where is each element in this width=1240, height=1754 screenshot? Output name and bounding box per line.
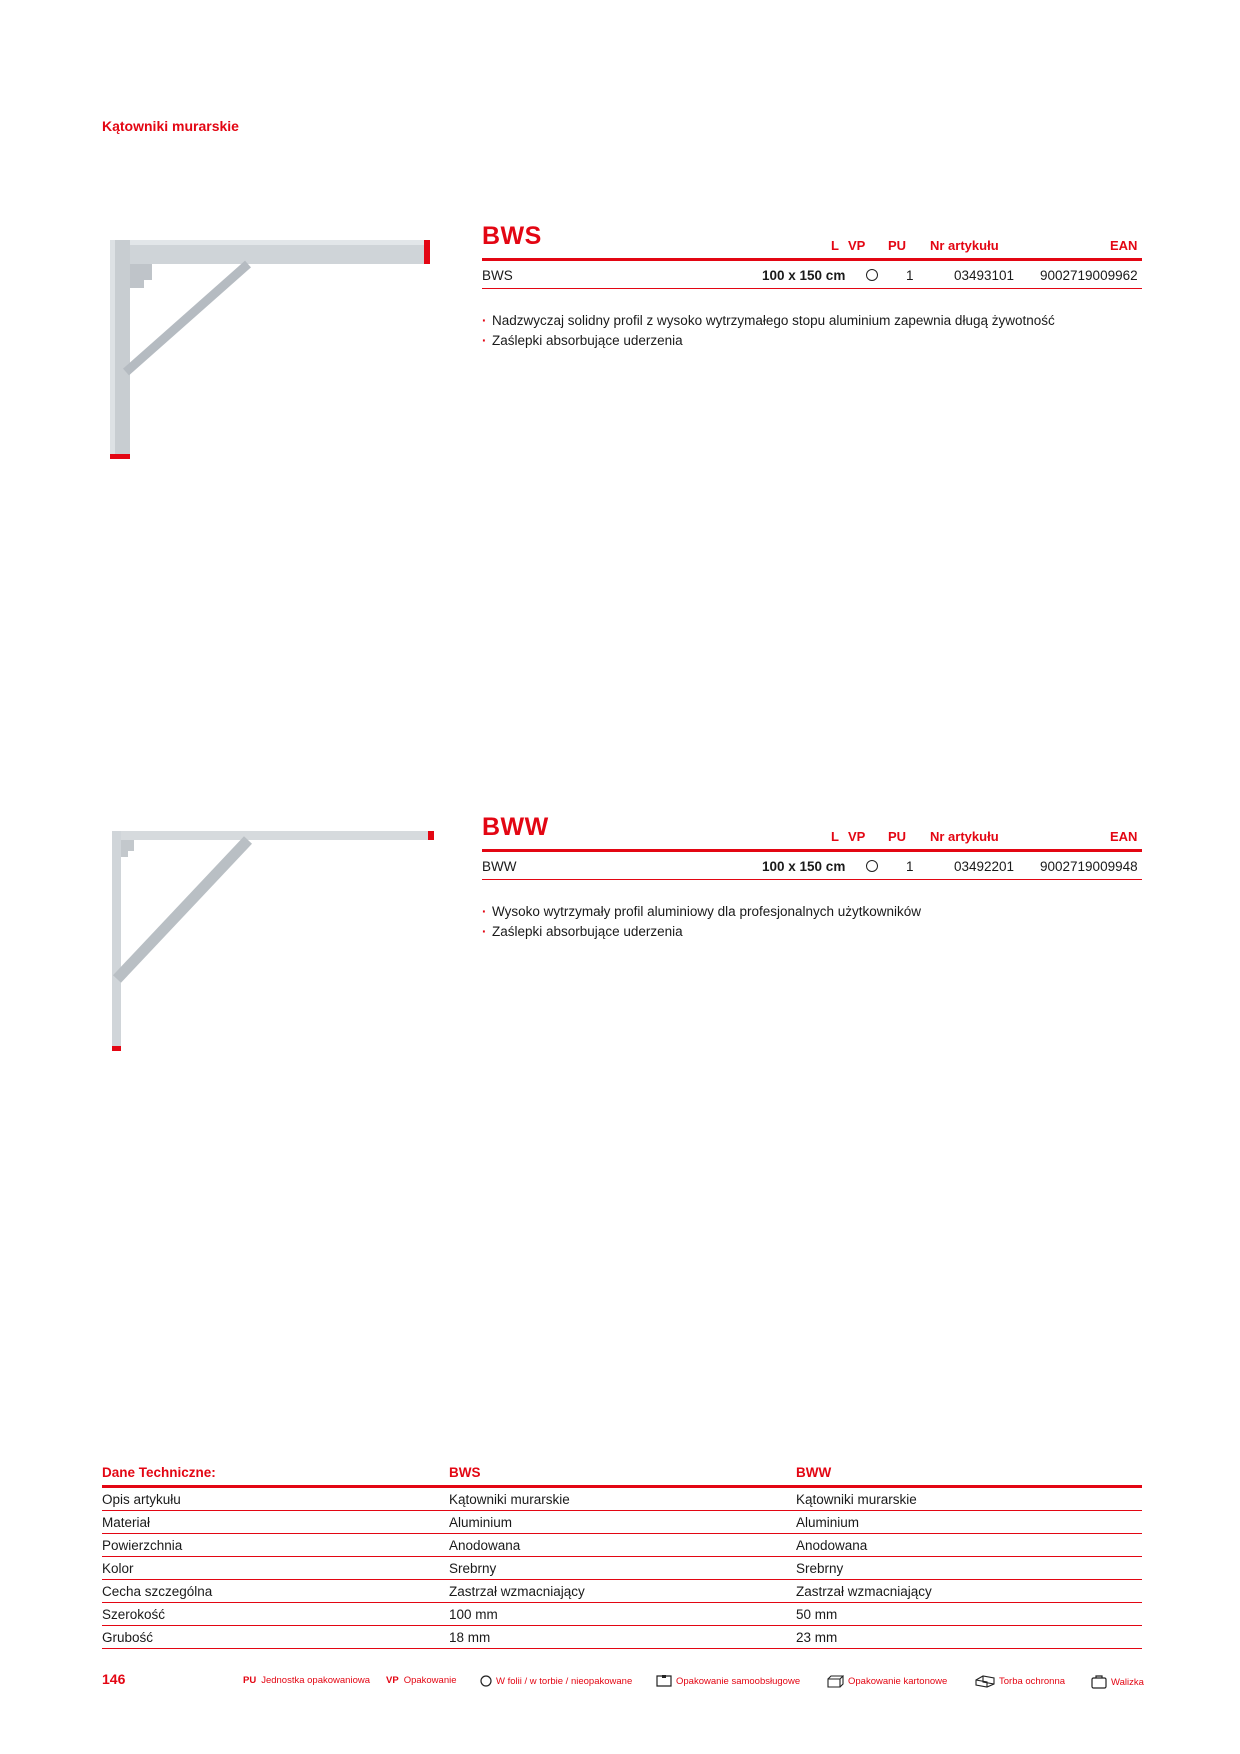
legend-vp-text: Opakowanie xyxy=(403,1675,457,1686)
product-row xyxy=(482,261,1142,289)
table-cell: Srebrny xyxy=(449,1561,497,1576)
col-ean: EAN xyxy=(1110,829,1138,844)
bws-end-cap-top xyxy=(424,240,430,264)
table-cell: Opis artykułu xyxy=(102,1492,181,1507)
carton-box-icon xyxy=(827,1675,844,1688)
product-title: BWS xyxy=(482,222,542,250)
legend-bag xyxy=(975,1675,1065,1688)
table-cell: Anodowana xyxy=(449,1538,521,1553)
row-name: BWS xyxy=(482,268,513,283)
tech-table xyxy=(102,1463,1142,1649)
tech-table-header xyxy=(102,1463,1142,1488)
table-row xyxy=(102,1557,1142,1580)
bws-end-cap-bottom xyxy=(110,454,130,459)
row-pu: 1 xyxy=(906,268,914,283)
table-cell: Powierzchnia xyxy=(102,1538,183,1553)
row-ean: 9002719009962 xyxy=(1040,268,1138,283)
col-pu: PU xyxy=(888,829,907,844)
row-article-number: 03492201 xyxy=(954,859,1015,874)
tech-header-label: Dane Techniczne: xyxy=(102,1465,216,1480)
foil-circle-icon xyxy=(866,860,878,872)
table-row xyxy=(102,1488,1142,1511)
table-cell: Srebrny xyxy=(796,1561,844,1576)
table-cell: Aluminium xyxy=(796,1515,860,1530)
col-nr: Nr artykułu xyxy=(930,829,999,844)
table-cell: Materiał xyxy=(102,1515,151,1530)
table-row xyxy=(102,1534,1142,1557)
product-row xyxy=(482,852,1142,880)
col-l: L xyxy=(831,238,839,253)
product-title: BWW xyxy=(482,813,549,841)
bww-vertical-profile xyxy=(112,831,121,1051)
self-service-pack-icon xyxy=(656,1675,672,1687)
table-row xyxy=(102,1511,1142,1534)
page-number: 146 xyxy=(102,1671,126,1687)
legend-carton xyxy=(827,1675,947,1688)
case-icon xyxy=(1091,1675,1107,1689)
legend-case-text: Walizka xyxy=(1111,1676,1144,1688)
bws-brace xyxy=(126,264,248,372)
table-cell: Cecha szczególna xyxy=(102,1584,213,1599)
table-cell: Szerokość xyxy=(102,1607,166,1622)
table-cell: Kątowniki murarskie xyxy=(449,1492,570,1507)
legend-foil xyxy=(480,1675,632,1687)
table-cell: Zastrzał wzmacniający xyxy=(449,1584,585,1599)
table-cell: Kątowniki murarskie xyxy=(796,1492,917,1507)
table-row xyxy=(102,1580,1142,1603)
bww-brace xyxy=(117,840,248,979)
table-cell: 23 mm xyxy=(796,1630,838,1645)
legend-foil-text: W folii / w torbie / nieopakowane xyxy=(496,1675,633,1687)
foil-circle-icon xyxy=(480,1675,492,1687)
table-cell: Grubość xyxy=(102,1630,154,1645)
section-title: Kątowniki murarskie xyxy=(102,118,239,134)
table-row xyxy=(102,1603,1142,1626)
feature-item: · Nadzwyczaj solidny profil z wysoko wytrzymałego stopu aluminium zapewnia długą żywotność xyxy=(482,311,1142,331)
row-length: 100 x 150 cm xyxy=(762,268,846,283)
table-cell: Anodowana xyxy=(796,1538,868,1553)
row-ean: 9002719009948 xyxy=(1040,859,1138,874)
col-pu: PU xyxy=(888,238,907,253)
row-name: BWW xyxy=(482,859,517,874)
legend-vp-abbr: VP xyxy=(386,1675,399,1686)
feature-item: · Wysoko wytrzymały profil aluminiowy dla profesjonalnych użytkowników xyxy=(482,902,1142,922)
legend-pu-abbr: PU xyxy=(243,1675,257,1686)
table-cell: 18 mm xyxy=(449,1630,491,1645)
legend-pu-text: Jednostka opakowaniowa xyxy=(261,1675,370,1686)
col-vp: VP xyxy=(848,829,866,844)
legend-carton-text: Opakowanie kartonowe xyxy=(848,1676,948,1687)
row-pu: 1 xyxy=(906,859,914,874)
bww-end-cap-bottom xyxy=(112,1046,121,1051)
row-article-number: 03493101 xyxy=(954,268,1015,283)
bws-product-image xyxy=(100,222,440,462)
feature-item: · Zaślepki absorbujące uderzenia xyxy=(482,922,1142,942)
legend-pu xyxy=(243,1675,370,1686)
legend-vp xyxy=(386,1675,457,1686)
table-cell: 100 mm xyxy=(449,1607,498,1622)
legend-case xyxy=(1091,1675,1144,1689)
feature-item: · Zaślepki absorbujące uderzenia xyxy=(482,331,1142,351)
tech-header-bww: BWW xyxy=(796,1465,832,1480)
legend-bag-text: Torba ochronna xyxy=(999,1676,1066,1687)
col-vp: VP xyxy=(848,238,866,253)
table-cell: 50 mm xyxy=(796,1607,838,1622)
bww-top-profile xyxy=(112,831,434,840)
foil-circle-icon xyxy=(866,269,878,281)
col-l: L xyxy=(831,829,839,844)
feature-list xyxy=(482,311,1142,351)
protective-bag-icon xyxy=(975,1675,995,1688)
table-cell: Kolor xyxy=(102,1561,134,1576)
bww-end-cap-top xyxy=(428,831,434,840)
feature-list xyxy=(482,902,1142,942)
table-row xyxy=(102,1626,1142,1649)
legend-selfservice-text: Opakowanie samoobsługowe xyxy=(676,1675,801,1687)
legend-selfservice xyxy=(656,1675,800,1687)
col-nr: Nr artykułu xyxy=(930,238,999,253)
bww-product-image xyxy=(102,813,442,1053)
tech-header-bws: BWS xyxy=(449,1465,481,1480)
table-cell: Zastrzał wzmacniający xyxy=(796,1584,932,1599)
row-length: 100 x 150 cm xyxy=(762,859,846,874)
col-ean: EAN xyxy=(1110,238,1138,253)
table-cell: Aluminium xyxy=(449,1515,513,1530)
